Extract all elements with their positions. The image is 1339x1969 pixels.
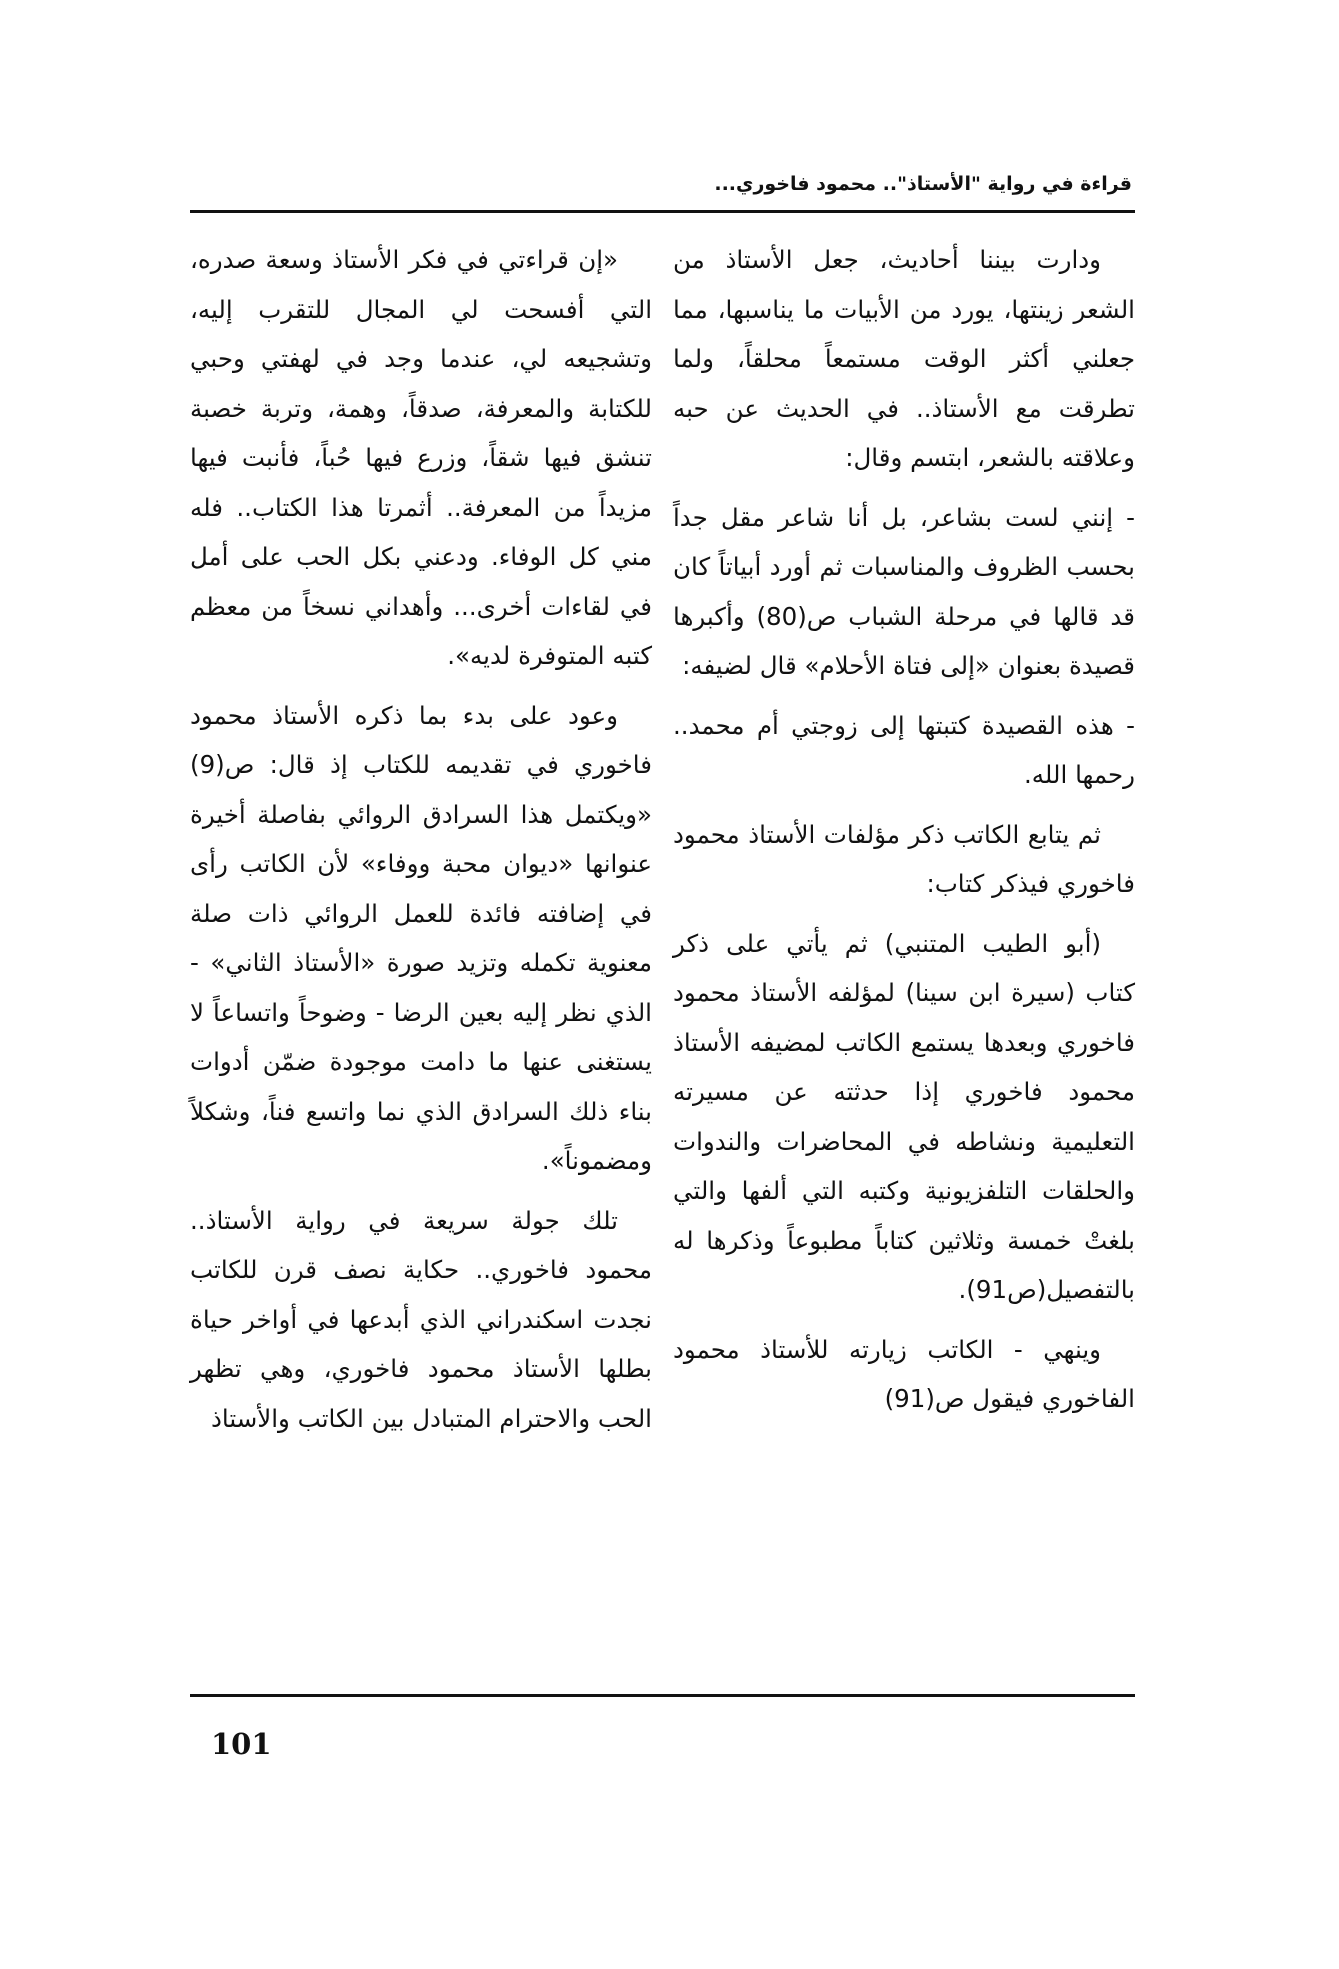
paragraph: - هذه القصيدة كتبتها إلى زوجتي أم محمد.. رحمها الله. [673, 710, 1135, 789]
header-rule [190, 210, 1135, 213]
footer-rule [190, 1694, 1135, 1697]
paragraph: (أبو الطيب المتنبي) ثم يأتي على ذكر كتاب (سيرة ابن سينا) لمؤلفه الأستاذ محمود فاخوري وبعدها يستمع الكاتب لمضيفه الأستاذ محمود فاخوري إذا حدثته عن مسيرته التعليمية ونشاطه في المحاضرات والندوات والحلقات التلفزيونية وكتبه التي ألفها والتي بلغتْ خمسة وثلاثين كتاباً مطبوعاً وذكرها له بالتفصيل(ص91). [673, 928, 1135, 1304]
paragraph: ودارت بيننا أحاديث، جعل الأستاذ من الشعر زينتها، يورد من الأبيات ما يناسبها، مما جعلني أكثر الوقت مستمعاً محلقاً، ولما تطرقت مع الأستاذ.. في الحديث عن حبه وعلاقته بالشعر، ابتسم وقال: [673, 245, 1135, 472]
left-text-column [190, 235, 652, 1453]
page-number: 101 [211, 1727, 272, 1761]
running-header-title: قراءة في رواية "الأستاذ".. محمود فاخوري... [714, 173, 1132, 195]
paragraph: وعود على بدء بما ذكره الأستاذ محمود فاخوري في تقديمه للكتاب إذ قال: ص(9) «ويكتمل هذا السرادق الروائي بفاصلة أخيرة عنوانها «ديوان محبة ووفاء» لأن الكاتب رأى في إضافته فائدة للعمل الروائي ذات صلة معنوية تكمله وتزيد صورة «الأستاذ الثاني» - الذي نظر إليه بعين الرضا - وضوحاً واتساعاً لا يستغنى عنها ما دامت موجودة ضمّن أدوات بناء ذلك السرادق الذي نما واتسع فناً، وشكلاً ومضموناً». [190, 700, 652, 1175]
paragraph: - إنني لست بشاعر، بل أنا شاعر مقل جداً بحسب الظروف والمناسبات ثم أورد أبياتاً كان قد قالها في مرحلة الشباب ص(80) وأكبرها قصيدة بعنوان «إلى فتاة الأحلام» قال لضيفه: [673, 502, 1135, 680]
paragraph: وينهي - الكاتب زيارته للأستاذ محمود الفاخوري فيقول ص(91) [673, 1334, 1135, 1413]
paragraph: «إن قراءتي في فكر الأستاذ وسعة صدره، التي أفسحت لي المجال للتقرب إليه، وتشجيعه لي، عندما وجد في لهفتي وحبي للكتابة والمعرفة، صدقاً، وهمة، وتربة خصبة تنشق فيها شقاً، وزرع فيها حُباً، فأنبت فيها مزيداً من المعرفة.. أثمرتا هذا الكتاب.. فله مني كل الوفاء. ودعني بكل الحب على أمل في لقاءات أخرى... وأهداني نسخاً من معظم كتبه المتوفرة لديه». [190, 245, 652, 670]
paragraph: تلك جولة سريعة في رواية الأستاذ.. محمود فاخوري.. حكاية نصف قرن للكاتب نجدت اسكندراني الذي أبدعها في أواخر حياة بطلها الأستاذ محمود فاخوري، وهي تظهر الحب والاحترام المتبادل بين الكاتب والأستاذ [190, 1205, 652, 1433]
paragraph: ثم يتابع الكاتب ذكر مؤلفات الأستاذ محمود فاخوري فيذكر كتاب: [673, 819, 1135, 898]
right-text-column [673, 235, 1135, 1434]
